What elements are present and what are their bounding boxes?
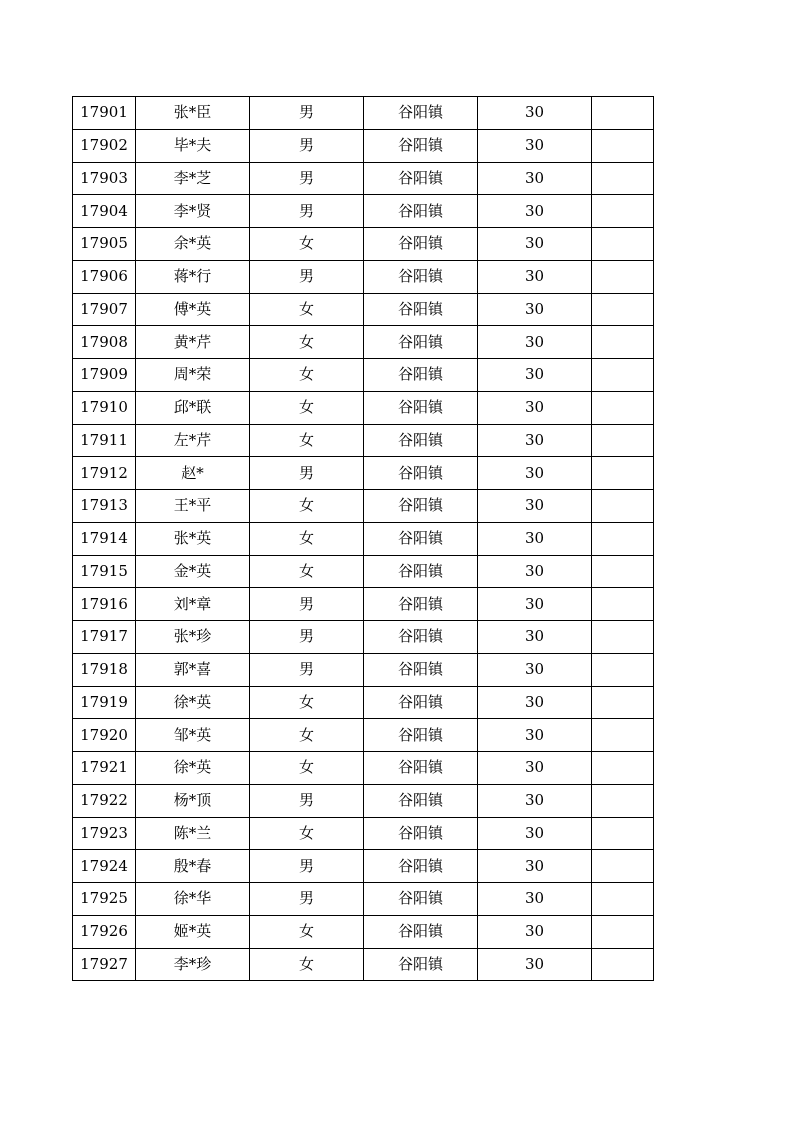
note-cell — [592, 784, 654, 817]
person-name-cell: 李*贤 — [136, 195, 250, 228]
amount-cell: 30 — [478, 260, 592, 293]
person-name-cell: 周*荣 — [136, 359, 250, 392]
row-number-cell: 17922 — [73, 784, 136, 817]
amount-cell: 30 — [478, 555, 592, 588]
person-name-cell: 左*芹 — [136, 424, 250, 457]
row-number-cell: 17916 — [73, 588, 136, 621]
row-number-cell: 17921 — [73, 752, 136, 785]
amount-cell: 30 — [478, 522, 592, 555]
gender-cell: 女 — [250, 228, 364, 261]
town-cell: 谷阳镇 — [364, 555, 478, 588]
person-name-cell: 金*英 — [136, 555, 250, 588]
amount-cell: 30 — [478, 719, 592, 752]
amount-cell: 30 — [478, 784, 592, 817]
table-row — [73, 359, 654, 392]
row-number-cell: 17909 — [73, 359, 136, 392]
table-row — [73, 129, 654, 162]
amount-cell: 30 — [478, 293, 592, 326]
gender-cell: 男 — [250, 97, 364, 130]
row-number-cell: 17902 — [73, 129, 136, 162]
town-cell: 谷阳镇 — [364, 621, 478, 654]
person-name-cell: 徐*华 — [136, 883, 250, 916]
row-number-cell: 17914 — [73, 522, 136, 555]
table-row — [73, 784, 654, 817]
town-cell: 谷阳镇 — [364, 752, 478, 785]
note-cell — [592, 915, 654, 948]
town-cell: 谷阳镇 — [364, 784, 478, 817]
row-number-cell: 17923 — [73, 817, 136, 850]
gender-cell: 女 — [250, 719, 364, 752]
row-number-cell: 17906 — [73, 260, 136, 293]
town-cell: 谷阳镇 — [364, 293, 478, 326]
roster-table — [72, 96, 654, 981]
note-cell — [592, 588, 654, 621]
gender-cell: 男 — [250, 162, 364, 195]
town-cell: 谷阳镇 — [364, 97, 478, 130]
table-row — [73, 228, 654, 261]
note-cell — [592, 359, 654, 392]
note-cell — [592, 883, 654, 916]
person-name-cell: 张*英 — [136, 522, 250, 555]
table-row — [73, 752, 654, 785]
table-row — [73, 490, 654, 523]
town-cell: 谷阳镇 — [364, 490, 478, 523]
gender-cell: 女 — [250, 490, 364, 523]
gender-cell: 男 — [250, 653, 364, 686]
gender-cell: 女 — [250, 391, 364, 424]
gender-cell: 男 — [250, 784, 364, 817]
table-row — [73, 653, 654, 686]
note-cell — [592, 653, 654, 686]
amount-cell: 30 — [478, 621, 592, 654]
town-cell: 谷阳镇 — [364, 228, 478, 261]
gender-cell: 女 — [250, 915, 364, 948]
note-cell — [592, 129, 654, 162]
gender-cell: 女 — [250, 522, 364, 555]
amount-cell: 30 — [478, 817, 592, 850]
amount-cell: 30 — [478, 653, 592, 686]
note-cell — [592, 850, 654, 883]
gender-cell: 女 — [250, 555, 364, 588]
note-cell — [592, 555, 654, 588]
town-cell: 谷阳镇 — [364, 162, 478, 195]
town-cell: 谷阳镇 — [364, 915, 478, 948]
person-name-cell: 姬*英 — [136, 915, 250, 948]
note-cell — [592, 752, 654, 785]
person-name-cell: 蒋*行 — [136, 260, 250, 293]
gender-cell: 男 — [250, 850, 364, 883]
amount-cell: 30 — [478, 326, 592, 359]
row-number-cell: 17901 — [73, 97, 136, 130]
person-name-cell: 杨*顶 — [136, 784, 250, 817]
town-cell: 谷阳镇 — [364, 129, 478, 162]
person-name-cell: 李*芝 — [136, 162, 250, 195]
note-cell — [592, 686, 654, 719]
town-cell: 谷阳镇 — [364, 391, 478, 424]
amount-cell: 30 — [478, 752, 592, 785]
row-number-cell: 17920 — [73, 719, 136, 752]
table-row — [73, 817, 654, 850]
gender-cell: 男 — [250, 588, 364, 621]
amount-cell: 30 — [478, 424, 592, 457]
amount-cell: 30 — [478, 391, 592, 424]
table-row — [73, 293, 654, 326]
amount-cell: 30 — [478, 129, 592, 162]
amount-cell: 30 — [478, 457, 592, 490]
town-cell: 谷阳镇 — [364, 686, 478, 719]
row-number-cell: 17915 — [73, 555, 136, 588]
gender-cell: 男 — [250, 621, 364, 654]
note-cell — [592, 97, 654, 130]
row-number-cell: 17918 — [73, 653, 136, 686]
person-name-cell: 徐*英 — [136, 686, 250, 719]
table-row — [73, 326, 654, 359]
gender-cell: 男 — [250, 457, 364, 490]
amount-cell: 30 — [478, 686, 592, 719]
table-row — [73, 260, 654, 293]
gender-cell: 女 — [250, 326, 364, 359]
table-row — [73, 162, 654, 195]
row-number-cell: 17905 — [73, 228, 136, 261]
amount-cell: 30 — [478, 162, 592, 195]
person-name-cell: 余*英 — [136, 228, 250, 261]
table-row — [73, 522, 654, 555]
row-number-cell: 17917 — [73, 621, 136, 654]
table-row — [73, 391, 654, 424]
town-cell: 谷阳镇 — [364, 424, 478, 457]
row-number-cell: 17913 — [73, 490, 136, 523]
row-number-cell: 17924 — [73, 850, 136, 883]
town-cell: 谷阳镇 — [364, 719, 478, 752]
amount-cell: 30 — [478, 915, 592, 948]
row-number-cell: 17904 — [73, 195, 136, 228]
person-name-cell: 张*臣 — [136, 97, 250, 130]
town-cell: 谷阳镇 — [364, 588, 478, 621]
gender-cell: 女 — [250, 686, 364, 719]
note-cell — [592, 490, 654, 523]
table-row — [73, 686, 654, 719]
amount-cell: 30 — [478, 228, 592, 261]
note-cell — [592, 260, 654, 293]
gender-cell: 女 — [250, 817, 364, 850]
gender-cell: 男 — [250, 883, 364, 916]
row-number-cell: 17910 — [73, 391, 136, 424]
note-cell — [592, 326, 654, 359]
town-cell: 谷阳镇 — [364, 653, 478, 686]
person-name-cell: 邱*联 — [136, 391, 250, 424]
gender-cell: 女 — [250, 752, 364, 785]
person-name-cell: 殷*春 — [136, 850, 250, 883]
row-number-cell: 17911 — [73, 424, 136, 457]
gender-cell: 女 — [250, 359, 364, 392]
table-row — [73, 457, 654, 490]
person-name-cell: 李*珍 — [136, 948, 250, 981]
note-cell — [592, 424, 654, 457]
note-cell — [592, 719, 654, 752]
note-cell — [592, 391, 654, 424]
amount-cell: 30 — [478, 948, 592, 981]
person-name-cell: 张*珍 — [136, 621, 250, 654]
town-cell: 谷阳镇 — [364, 260, 478, 293]
person-name-cell: 陈*兰 — [136, 817, 250, 850]
town-cell: 谷阳镇 — [364, 326, 478, 359]
person-name-cell: 徐*英 — [136, 752, 250, 785]
table-row — [73, 621, 654, 654]
gender-cell: 男 — [250, 195, 364, 228]
table-row — [73, 195, 654, 228]
person-name-cell: 黄*芹 — [136, 326, 250, 359]
gender-cell: 男 — [250, 260, 364, 293]
town-cell: 谷阳镇 — [364, 850, 478, 883]
town-cell: 谷阳镇 — [364, 522, 478, 555]
person-name-cell: 郭*喜 — [136, 653, 250, 686]
amount-cell: 30 — [478, 588, 592, 621]
row-number-cell: 17903 — [73, 162, 136, 195]
note-cell — [592, 817, 654, 850]
gender-cell: 女 — [250, 948, 364, 981]
amount-cell: 30 — [478, 97, 592, 130]
table-row — [73, 883, 654, 916]
row-number-cell: 17907 — [73, 293, 136, 326]
person-name-cell: 赵* — [136, 457, 250, 490]
town-cell: 谷阳镇 — [364, 359, 478, 392]
roster-table-body — [73, 97, 654, 981]
note-cell — [592, 457, 654, 490]
row-number-cell: 17912 — [73, 457, 136, 490]
person-name-cell: 邹*英 — [136, 719, 250, 752]
note-cell — [592, 195, 654, 228]
table-row — [73, 97, 654, 130]
row-number-cell: 17908 — [73, 326, 136, 359]
note-cell — [592, 162, 654, 195]
person-name-cell: 毕*夫 — [136, 129, 250, 162]
person-name-cell: 傅*英 — [136, 293, 250, 326]
town-cell: 谷阳镇 — [364, 817, 478, 850]
person-name-cell: 王*平 — [136, 490, 250, 523]
table-row — [73, 948, 654, 981]
amount-cell: 30 — [478, 195, 592, 228]
town-cell: 谷阳镇 — [364, 457, 478, 490]
row-number-cell: 17925 — [73, 883, 136, 916]
amount-cell: 30 — [478, 359, 592, 392]
gender-cell: 男 — [250, 129, 364, 162]
table-row — [73, 555, 654, 588]
table-row — [73, 719, 654, 752]
note-cell — [592, 228, 654, 261]
note-cell — [592, 621, 654, 654]
town-cell: 谷阳镇 — [364, 883, 478, 916]
note-cell — [592, 948, 654, 981]
row-number-cell: 17919 — [73, 686, 136, 719]
amount-cell: 30 — [478, 490, 592, 523]
town-cell: 谷阳镇 — [364, 195, 478, 228]
table-row — [73, 424, 654, 457]
gender-cell: 女 — [250, 424, 364, 457]
person-name-cell: 刘*章 — [136, 588, 250, 621]
note-cell — [592, 293, 654, 326]
row-number-cell: 17927 — [73, 948, 136, 981]
table-row — [73, 915, 654, 948]
amount-cell: 30 — [478, 850, 592, 883]
table-row — [73, 850, 654, 883]
roster-sheet — [72, 96, 654, 981]
amount-cell: 30 — [478, 883, 592, 916]
gender-cell: 女 — [250, 293, 364, 326]
table-row — [73, 588, 654, 621]
town-cell: 谷阳镇 — [364, 948, 478, 981]
row-number-cell: 17926 — [73, 915, 136, 948]
note-cell — [592, 522, 654, 555]
